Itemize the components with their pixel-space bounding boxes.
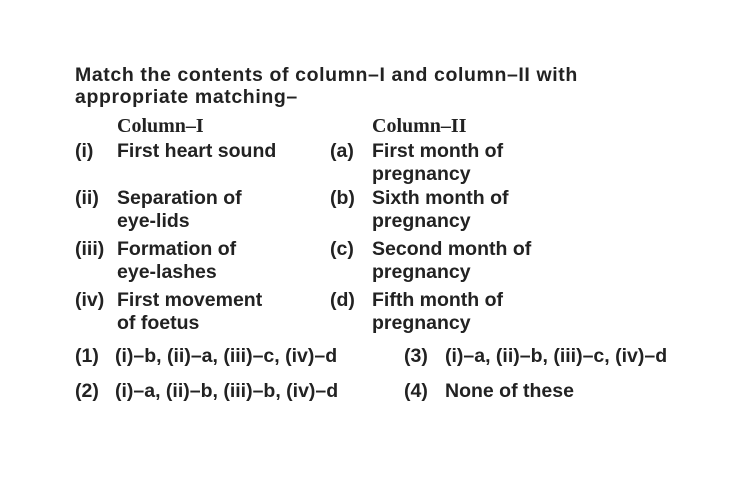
column-ii-label-c: (c) bbox=[330, 238, 354, 260]
column-i-heading: Column–I bbox=[117, 115, 204, 137]
column-ii-text-b: Sixth month of pregnancy bbox=[372, 187, 509, 232]
option-4-number: (4) bbox=[404, 380, 428, 402]
column-i-label-3: (iii) bbox=[75, 238, 105, 260]
option-2-number: (2) bbox=[75, 380, 99, 402]
column-i-text-2: Separation of eye-lids bbox=[117, 187, 242, 232]
column-i-text-4: First movement of foetus bbox=[117, 289, 263, 334]
option-3-number: (3) bbox=[404, 345, 428, 367]
column-i-label-1: (i) bbox=[75, 140, 94, 162]
column-ii-label-b: (b) bbox=[330, 187, 355, 209]
column-ii-text-d: Fifth month of pregnancy bbox=[372, 289, 504, 334]
option-1-text: (i)–b, (ii)–a, (iii)–c, (iv)–d bbox=[115, 345, 338, 367]
column-i-text-3: Formation of eye-lashes bbox=[117, 238, 237, 283]
column-ii-heading: Column–II bbox=[372, 115, 467, 137]
option-4-text: None of these bbox=[445, 380, 574, 402]
question-stem: Match the contents of column–I and column–II with appropriate matching– bbox=[75, 64, 578, 108]
option-2-text: (i)–a, (ii)–b, (iii)–b, (iv)–d bbox=[115, 380, 339, 402]
column-i-label-4: (iv) bbox=[75, 289, 105, 311]
column-ii-label-d: (d) bbox=[330, 289, 355, 311]
column-ii-label-a: (a) bbox=[330, 140, 354, 162]
column-ii-text-a: First month of pregnancy bbox=[372, 140, 504, 185]
option-3-text: (i)–a, (ii)–b, (iii)–c, (iv)–d bbox=[445, 345, 668, 367]
column-ii-text-c: Second month of pregnancy bbox=[372, 238, 532, 283]
column-i-text-1: First heart sound bbox=[117, 140, 277, 162]
option-1-number: (1) bbox=[75, 345, 99, 367]
column-i-label-2: (ii) bbox=[75, 187, 99, 209]
